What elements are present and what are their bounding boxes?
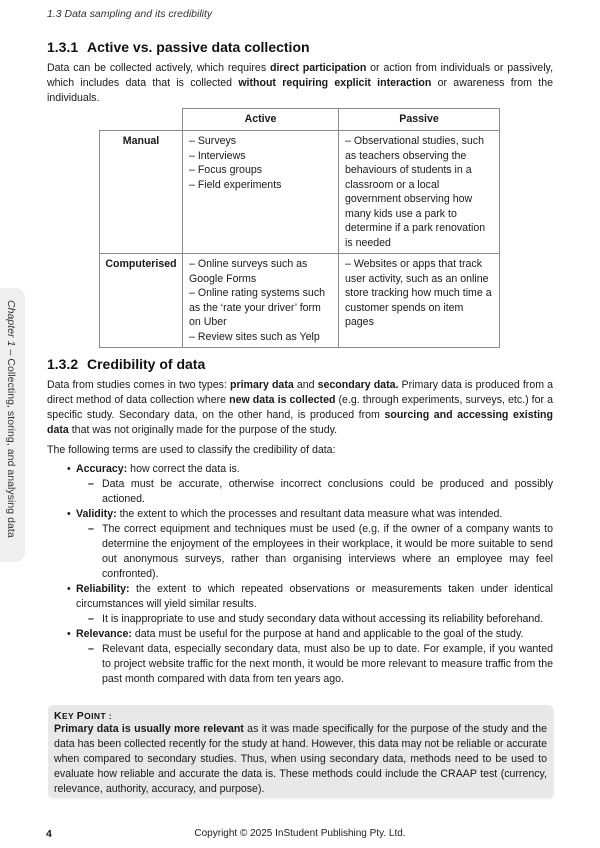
chapter-title: – Collecting, storing, and analysing data [5,346,17,538]
key-point-body: as it was made specifically for the purpose of the study and the data has been collected recently for the study at hand. However, this data may not be reliable or accurate when compared to secondary studies. Thus, when using secondary data, methods need to be used to evaluate how reliable and accurate the data is. These methods could include the CRAAP test (currency, relevance, authority, accuracy, and purpose). [54,723,547,795]
bullet-icon: • [67,583,71,595]
bold-term: without requiring explicit interaction [238,77,432,89]
section-title: Credibility of data [87,356,206,372]
term-label: Relevance: [76,628,132,640]
table-row-header: Computerised [100,254,183,348]
chapter-side-tab [0,288,25,562]
dash-icon: – [88,643,94,655]
label-part: P [76,710,85,722]
table-header-active: Active [183,109,339,131]
cell-line: – Observational studies, such as teachers observing the behaviours of students in a classroom or a local government observing how many kids use a park to determine if a park renovation is needed [345,135,486,249]
chapter-label: Chapter 1 [5,300,17,347]
list-item [47,627,553,642]
term-definition: the extent to which repeated observations or measurements taken under identical circumstances will yield similar results. [76,583,553,610]
list-item [47,462,553,477]
cell-line: – Focus groups [189,164,263,176]
key-point-box [48,705,553,798]
table-cell-passive [339,254,500,348]
dash-icon: – [88,613,94,625]
running-head: 1.3 Data sampling and its credibility [47,8,213,20]
table-cell-active [183,131,339,254]
section-number: 1.3.2 [47,356,79,372]
credibility-lead: The following terms are used to classify the credibility of data: [47,444,336,456]
bold-term: primary data [230,379,294,391]
table-row [100,131,500,254]
cell-line: – Online rating systems such as the ‘rate your driver’ form on Uber [189,287,326,328]
bullet-icon: • [67,508,71,520]
cell-line: – Websites or apps that track user activity, such as an online store tracking how much time a customer spends on item pages [345,258,492,328]
table-row-header: Manual [100,131,183,254]
cell-line: – Review sites such as Yelp [189,330,320,343]
term-detail: Relevant data, especially secondary data, must also be up to date. For example, if you wanted to project website traffic for the next month, it would be more relevant to measure traffic from the past month compared with data from ten years ago. [102,643,553,685]
label-part: OINT : [84,711,113,721]
text-run: Data from studies comes in two types: [47,379,230,391]
list-item [47,507,553,522]
cell-line: – Interviews [189,149,246,162]
term-definition: how correct the data is. [127,463,240,475]
list-item [47,582,553,612]
data-collection-table [99,108,500,348]
table-cell-active [183,254,339,348]
label-part: EY [61,711,77,721]
term-detail: Data must be accurate, otherwise incorrect conclusions could be produced and possibly actioned. [102,478,553,505]
sub-list-item [47,477,553,507]
label-part: K [54,710,62,722]
bold-term: new data is collected [229,394,336,406]
credibility-terms-list [47,462,553,687]
table-cell-passive [339,131,500,254]
key-point-bold-lead: Primary data is usually more relevant [54,723,244,735]
sub-list-item [47,522,553,582]
table-row [100,254,500,348]
text-run: or action from individuals or passively, which includes data that is collected [47,62,554,89]
section-2-intro [47,378,553,438]
bold-term: sourcing and accessing existing data [47,409,553,436]
table-corner-cell [100,109,183,131]
bullet-icon: • [67,463,71,475]
term-definition: data must be useful for the purpose at hand and applicable to the goal of the study. [131,628,524,640]
page-number: 4 [46,828,52,840]
dash-icon: – [88,478,94,490]
term-label: Reliability: [76,583,130,595]
table-header-passive: Passive [339,109,500,131]
table-header-row [100,109,500,131]
bold-term: secondary data. [317,379,399,391]
term-detail: It is inappropriate to use and study secondary data without accessing its reliability beforehand. [102,613,544,625]
dash-icon: – [88,523,94,535]
section-number: 1.3.1 [47,39,79,55]
section-heading-1-3-2 [47,356,205,372]
cell-line: – Online surveys such as Google Forms [189,258,308,285]
sub-list-item [47,642,553,687]
text-run: that was not originally made for the purpose of the study. [68,424,338,436]
term-label: Accuracy: [76,463,128,475]
text-run: or awareness from the individuals. [47,77,553,104]
section-1-intro [47,61,553,106]
key-point-label [54,710,547,722]
text-run: (e.g. through experiments, surveys, etc.) for a specific study. Secondary data, on the other hand, is produced from [47,394,553,421]
copyright-notice: Copyright © 2025 InStudent Publishing Pty. Ltd. [194,828,406,839]
section-title: Active vs. passive data collection [87,39,310,55]
sub-list-item [47,612,553,627]
term-detail: The correct equipment and techniques must be used (e.g. if the owner of a company wants to determine the enjoyment of the employees in their workplace, it would be more suitable to send out anonymous surveys, rather than organising interviews where an employee may feel confronted). [102,523,553,580]
bold-term: direct participation [270,62,367,74]
text-run: and [293,379,318,391]
cell-line: – Field experiments [189,178,282,191]
term-label: Validity: [76,508,117,520]
bullet-icon: • [67,628,71,640]
cell-line: – Surveys [189,135,237,147]
chapter-side-tab-text [5,300,17,538]
key-point-text [54,722,547,797]
term-definition: the extent to which the processes and resultant data measure what was intended. [116,508,503,520]
text-run: Primary data is produced from a direct method of data collection where [47,379,554,406]
text-run: Data can be collected actively, which requires [47,62,270,74]
section-heading-1-3-1 [47,39,310,55]
